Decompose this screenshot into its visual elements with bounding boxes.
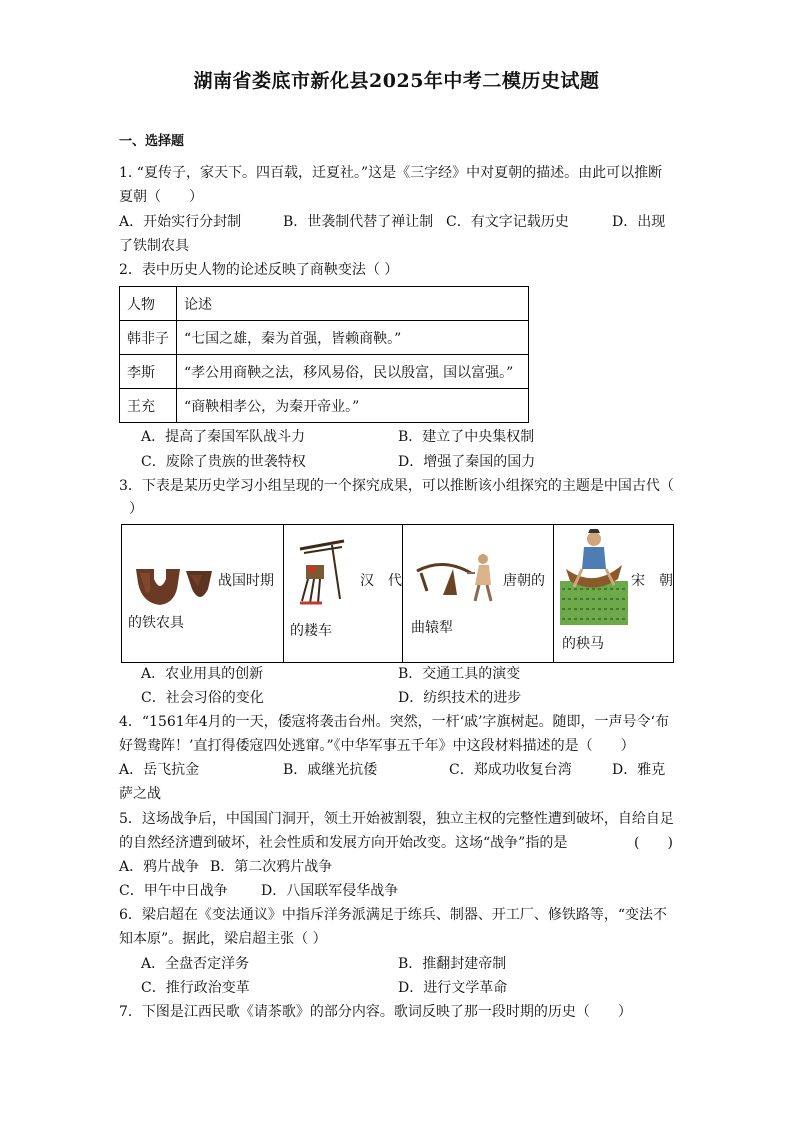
q1-stem-line2: 夏朝（ ）	[119, 189, 203, 205]
table-cell-yangma	[554, 525, 674, 663]
q3-stem-line2: ）	[129, 501, 143, 517]
curved-plough-icon	[413, 551, 497, 603]
table-cell-iron-tools	[122, 525, 284, 663]
q3-option-c: C．社会习俗的变化	[141, 690, 264, 706]
table-cell: “七国之雄，秦为首强，皆赖商鞅。”	[177, 321, 529, 355]
q3-option-d: D．纺织技术的进步	[398, 690, 522, 706]
q4-option-c: C．郑成功收复台湾	[449, 762, 572, 778]
q2-option-c: C．废除了贵族的世袭特权	[141, 454, 306, 470]
cell-caption-line2: 的铁农具	[128, 615, 184, 631]
cell-caption-line1: 战国时期	[218, 573, 274, 589]
q6-option-d: D．进行文学革命	[398, 980, 508, 996]
table-header-cell: 论述	[177, 287, 529, 321]
q2-option-a: A．提高了秦国军队战斗力	[141, 429, 306, 445]
q3-stem-line1: 3．下表是某历史学习小组呈现的一个探究成果，可以推断该小组探究的主题是中国古代（	[119, 478, 674, 494]
q5-stem-line2: 的自然经济遭到破坏，社会性质和发展方向开始改变。这场“战争”指的是	[119, 835, 568, 851]
table-cell: “商鞅相孝公，为秦开帝业。”	[177, 389, 529, 423]
section-heading: 一、选择题	[119, 134, 185, 149]
q4-option-d: D．雅克	[612, 762, 666, 778]
q1-option-d: D．出现	[612, 214, 666, 230]
q3-picture-table	[121, 524, 674, 663]
q5-stem-line1: 5．这场战争后，中国国门洞开，领土开始被割裂，独立主权的完整性遭到破坏，自给自足	[119, 811, 674, 827]
q7-stem: 7．下图是江西民歌《请茶歌》的部分内容。歌词反映了那一段时期的历史（ ）	[119, 1004, 632, 1020]
table-cell-curved-plough	[403, 525, 554, 663]
table-cell-seed-drill	[284, 525, 403, 663]
q1-stem-line1: 1. “夏传子，家天下。四百载，迁夏社。”这是《三字经》中对夏朝的描述。由此可以推断	[119, 165, 663, 181]
q1-option-b: B．世袭制代替了禅让制	[283, 214, 434, 230]
cell-caption-line1: 汉 代	[360, 573, 402, 589]
q5-option-b: B．第二次鸦片战争	[210, 859, 333, 875]
q2-stem: 2．表中历史人物的论述反映了商鞅变法（ ）	[119, 262, 399, 278]
q5-option-a: A．鸦片战争	[119, 859, 200, 875]
q5-option-d: D．八国联军侵华战争	[261, 883, 399, 899]
q3-option-b: B．交通工具的演变	[398, 666, 521, 682]
table-cell: 王充	[120, 389, 177, 423]
table-header-cell: 人物	[120, 287, 177, 321]
q1-option-a: A．开始实行分封制	[119, 214, 242, 230]
table-header-row	[120, 287, 529, 321]
q6-option-c: C．推行政治变革	[141, 980, 250, 996]
q4-option-b: B．戚继光抗倭	[283, 762, 378, 778]
page-title: 湖南省娄底市新化县2025年中考二模历史试题	[193, 70, 600, 92]
q2-table	[119, 286, 529, 423]
q4-stem-line1: 4．“1561年4月的一天，倭寇将袭击台州。突然，一杆‘戚’字旗树起。随即，一声号令‘布	[119, 714, 669, 730]
q6-option-b: B．推翻封建帝制	[398, 956, 507, 972]
cell-caption-line2: 的秧马	[562, 636, 604, 652]
q1-option-c: C．有文字记载历史	[446, 214, 569, 230]
q1-option-d-cont: 了铁制农具	[119, 238, 189, 254]
q4-option-a: A．岳飞抗金	[119, 762, 200, 778]
q2-option-b: B．建立了中央集权制	[398, 429, 535, 445]
q6-stem-line2: 知本原”。据此，梁启超主张（ ）	[119, 931, 327, 947]
q6-stem-line1: 6．梁启超在《变法通议》中指斥洋务派满足于练兵、制器、开工厂、修铁路等，“变法不	[119, 907, 668, 923]
table-cell: “孝公用商鞅之法，移风易俗，民以殷富，国以富强。”	[177, 355, 529, 389]
q4-option-d-cont: 萨之战	[119, 786, 161, 802]
q6-option-a: A．全盘否定洋务	[141, 956, 250, 972]
cell-caption-line2: 曲辕犁	[411, 620, 453, 636]
table-row	[120, 321, 529, 355]
cell-caption-line1: 唐朝的	[503, 573, 545, 589]
q3-option-a: A．农业用具的创新	[141, 666, 264, 682]
seed-drill-icon	[292, 539, 348, 609]
q2-option-d: D．增强了秦国的国力	[398, 454, 536, 470]
table-cell: 李斯	[120, 355, 177, 389]
cell-caption-line2: 的耧车	[290, 623, 332, 639]
cell-caption-line1: 宋 朝	[631, 573, 673, 589]
table-row	[120, 355, 529, 389]
q5-answer-paren: ( )	[634, 835, 673, 851]
q5-option-c: C．甲午中日战争	[119, 883, 228, 899]
rice-seedling-horse-icon	[560, 529, 628, 625]
q4-stem-line2: 好鸳鸯阵！’直打得倭寇四处逃窜。”《中华军事五千年》中这段材料描述的是（ ）	[119, 738, 635, 754]
table-cell: 韩非子	[120, 321, 177, 355]
table-row	[120, 389, 529, 423]
iron-farm-tools-icon	[132, 563, 214, 607]
